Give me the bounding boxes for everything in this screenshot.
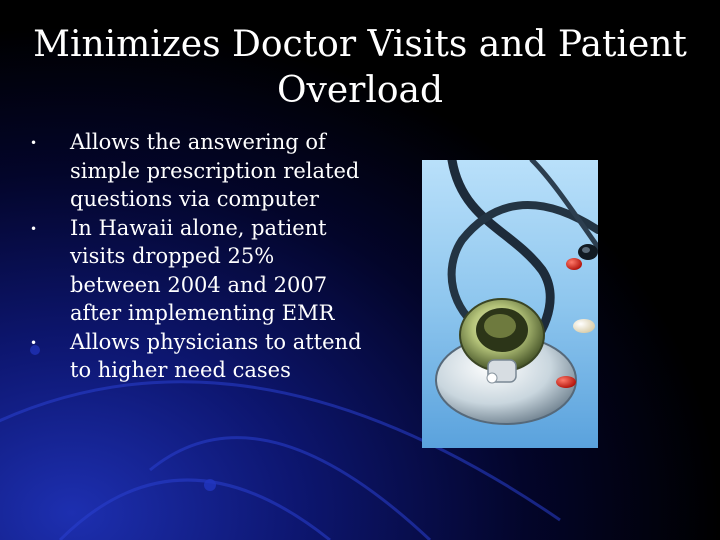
bullet-text: In Hawaii alone, patient visits dropped 25% between 2004 and 2007 after implementing EMR [70, 215, 335, 325]
pill-cream [573, 319, 595, 333]
bullet-marker: • [30, 335, 38, 350]
pill-red [566, 258, 582, 270]
bullet-list [28, 128, 368, 385]
slide-title-line-2: Overload [276, 70, 444, 111]
slide-title-line-1: Minimizes Doctor Visits and Patient [33, 24, 687, 65]
bullet-item-2 [28, 214, 368, 328]
bullet-marker: • [30, 221, 38, 236]
stethoscope-photo [422, 160, 598, 448]
bullet-item-1 [28, 128, 368, 214]
slide-title [20, 22, 700, 114]
pill-red [556, 376, 576, 388]
stethoscope-with-pills-icon [422, 160, 598, 448]
bullet-text: Allows physicians to attend to higher need cases [70, 329, 362, 382]
background-orb [204, 479, 216, 491]
bullet-text: Allows the answering of simple prescription related questions via computer [70, 130, 360, 211]
bullet-marker: • [30, 136, 38, 150]
bullet-item-3 [28, 328, 368, 385]
